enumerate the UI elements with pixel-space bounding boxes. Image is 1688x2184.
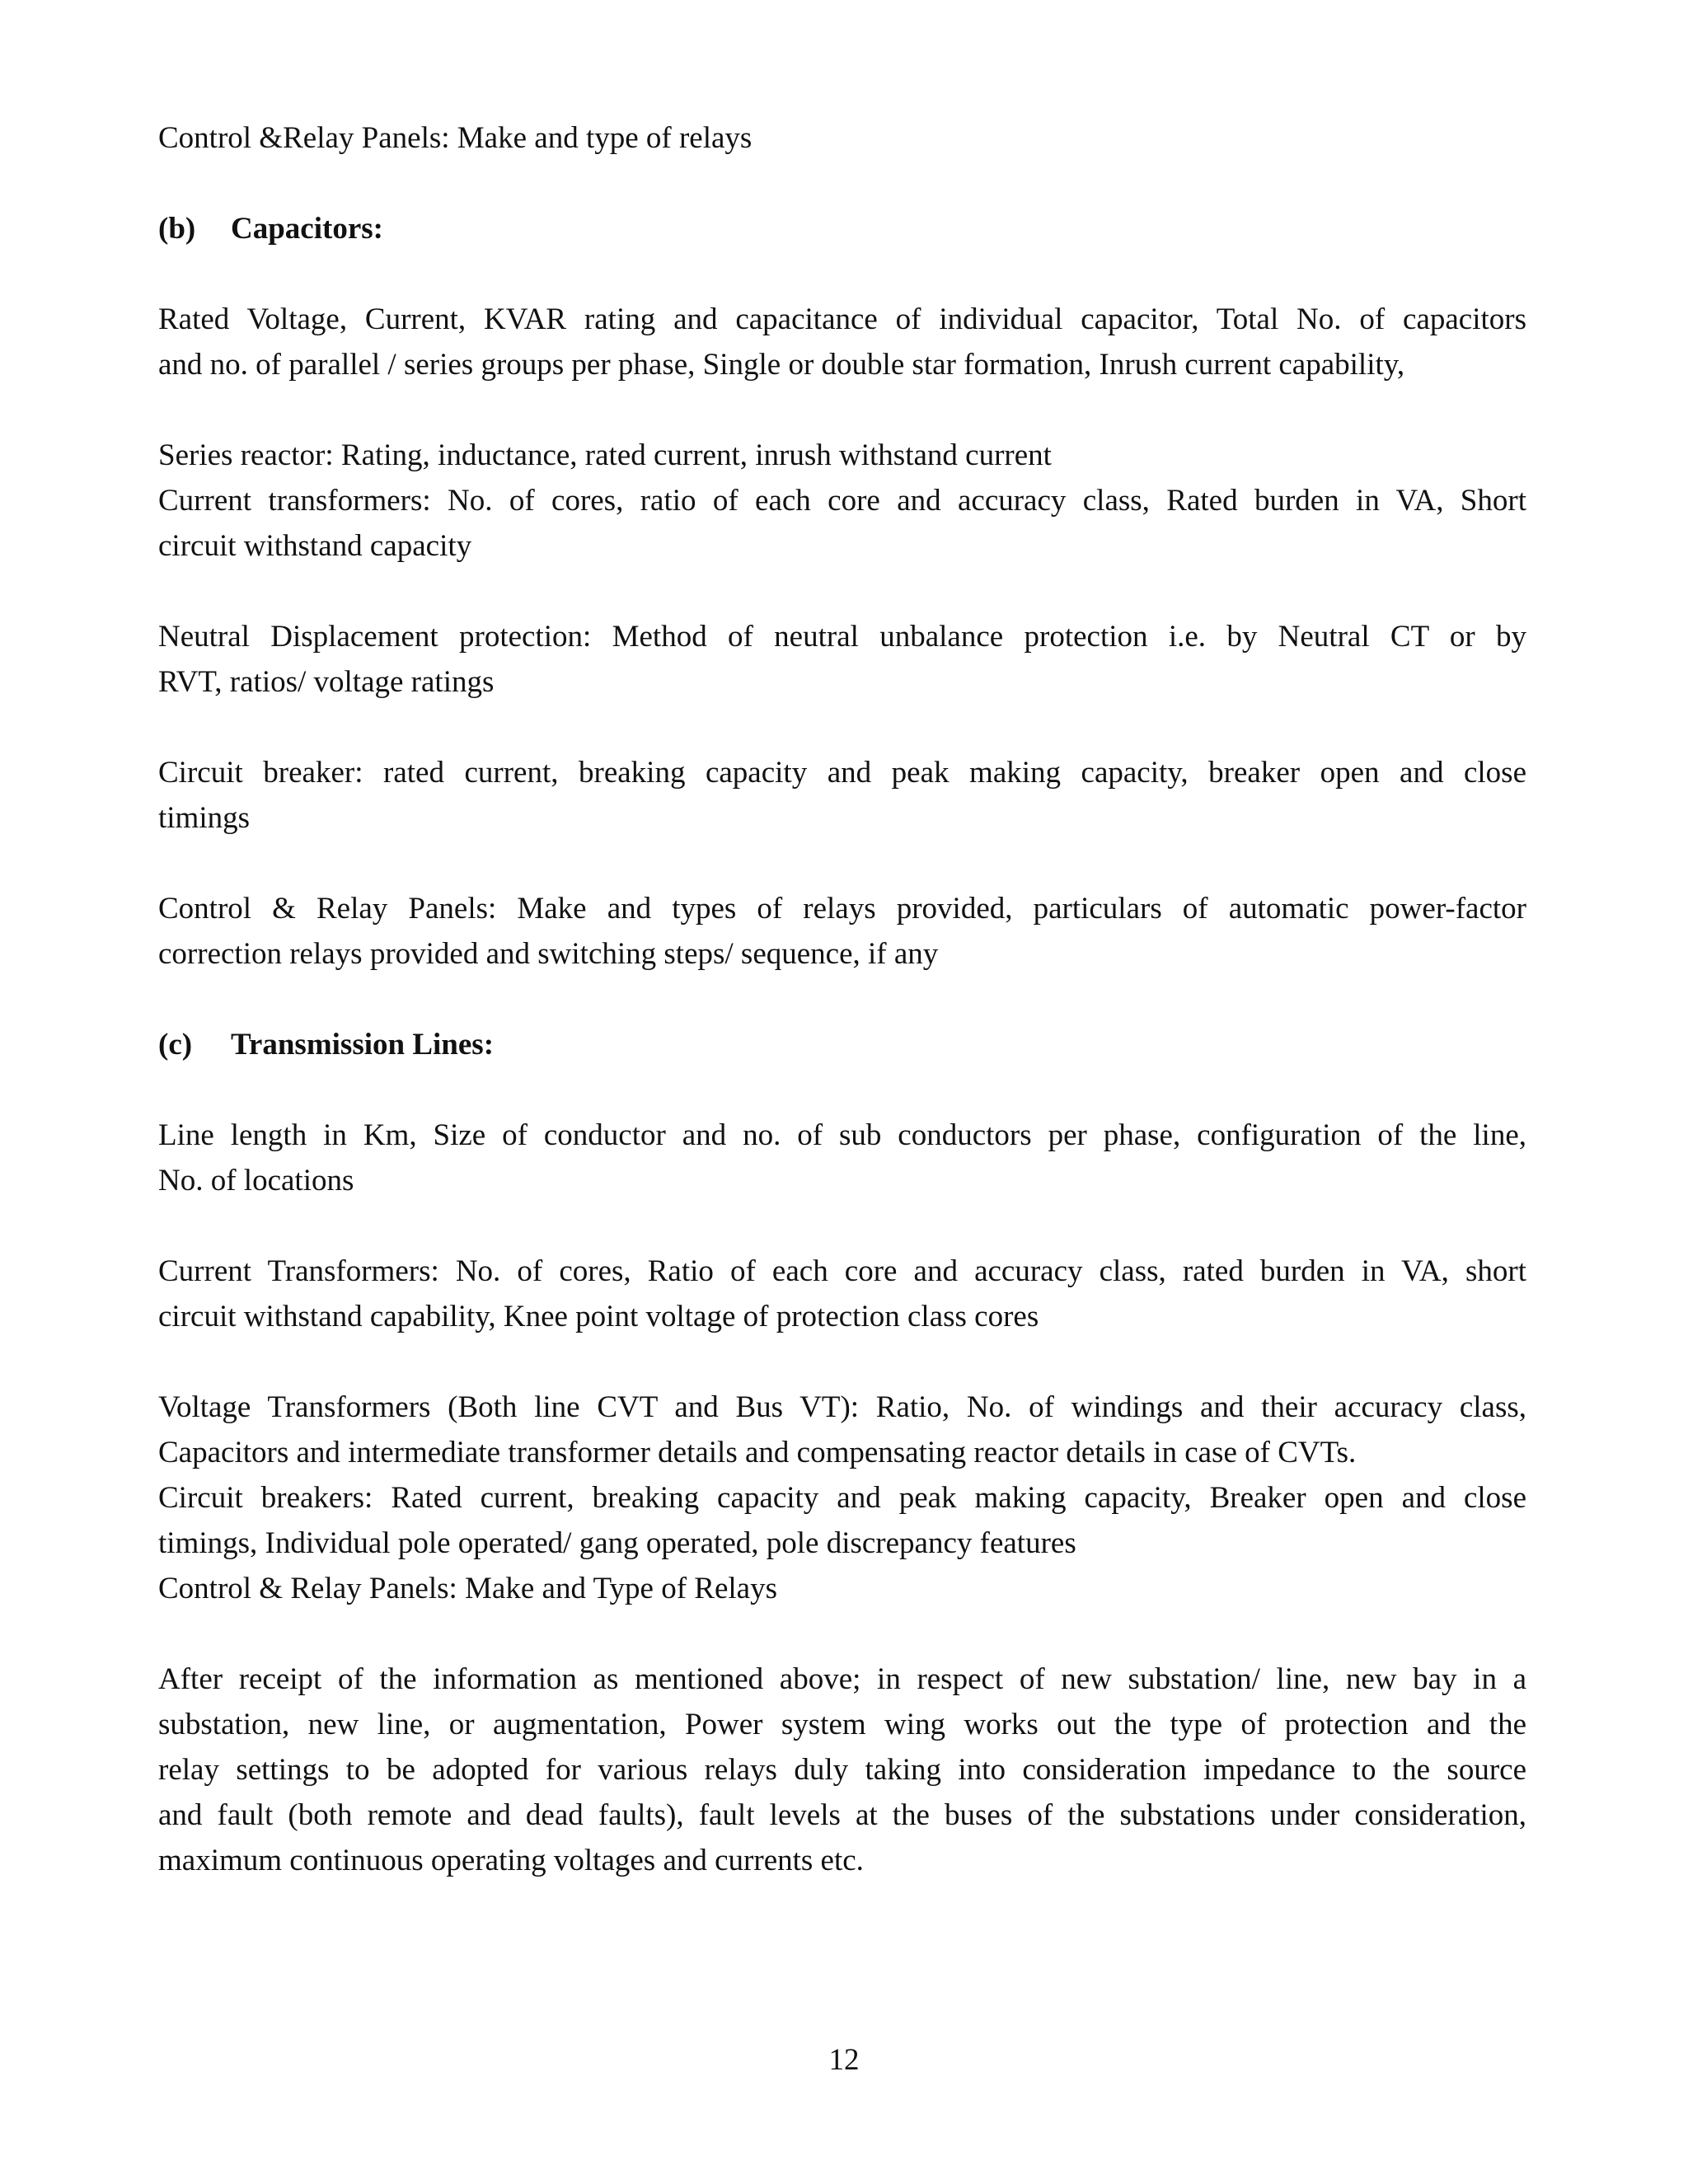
section-c-label: (c) [158,1028,193,1062]
page-number: 12 [828,2043,860,2077]
vt-cb-relay-paragraph: Voltage Transformers (Both line CVT and Bus VT): Ratio, No. of windings and their accuracy class, Capacitors and intermediate transformer details and compensating reactor details in case of CVTs. Circuit breakers: Rated current, breaking capacity and peak making capacity, Breaker open and close timings, Individual pole operated/ gang operated, pole discrepancy features Control & Relay Panels: Make and Type of Relays [158,1390,1526,1605]
line-ct-paragraph: Current Transformers: No. of cores, Ratio of each core and accuracy class, rated burden in VA, short circuit withstand capability, Knee point voltage of protection class cores [158,1254,1526,1333]
section-c-title: Transmission Lines: [231,1028,495,1062]
closing-paragraph: After receipt of the information as mentioned above; in respect of new substation/ line, new bay in a substation, new line, or augmentation, Power system wing works out the type of protection and the relay settings to be adopted for various relays duly taking into consideration impedance to the source and fault (both remote and dead faults), fault levels at the buses of the substations under consideration, maximum continuous operating voltages and currents etc. [158,1662,1526,1877]
circuit-breaker-paragraph: Circuit breaker: rated current, breaking capacity and peak making capacity, breaker open and close timings [158,756,1526,835]
document-page [158,115,1526,1883]
capacitor-ratings-paragraph: Rated Voltage, Current, KVAR rating and capacitance of individual capacitor, Total No. of capacitors and no. of parallel / series groups per phase, Single or double star formation, Inrush current capability, [158,302,1526,382]
line-length-paragraph: Line length in Km, Size of conductor and no. of sub conductors per phase, configuration of the line, No. of locations [158,1118,1526,1197]
section-b-heading [158,206,1526,251]
series-reactor-ct-paragraph: Series reactor: Rating, inductance, rated current, inrush withstand current Current transformers: No. of cores, ratio of each core and accuracy class, Rated burden in VA, Short circuit withstand capacity [158,438,1526,563]
intro-line: Control &Relay Panels: Make and type of relays [158,121,753,155]
section-c-heading [158,1022,1526,1067]
control-relay-panels-paragraph: Control & Relay Panels: Make and types of relays provided, particulars of automatic power-factor correction relays provided and switching steps/ sequence, if any [158,892,1526,971]
section-b-label: (b) [158,212,196,246]
section-b-title: Capacitors: [231,212,383,246]
neutral-displacement-paragraph: Neutral Displacement protection: Method of neutral unbalance protection i.e. by Neutral CT or by RVT, ratios/ voltage ratings [158,620,1526,699]
